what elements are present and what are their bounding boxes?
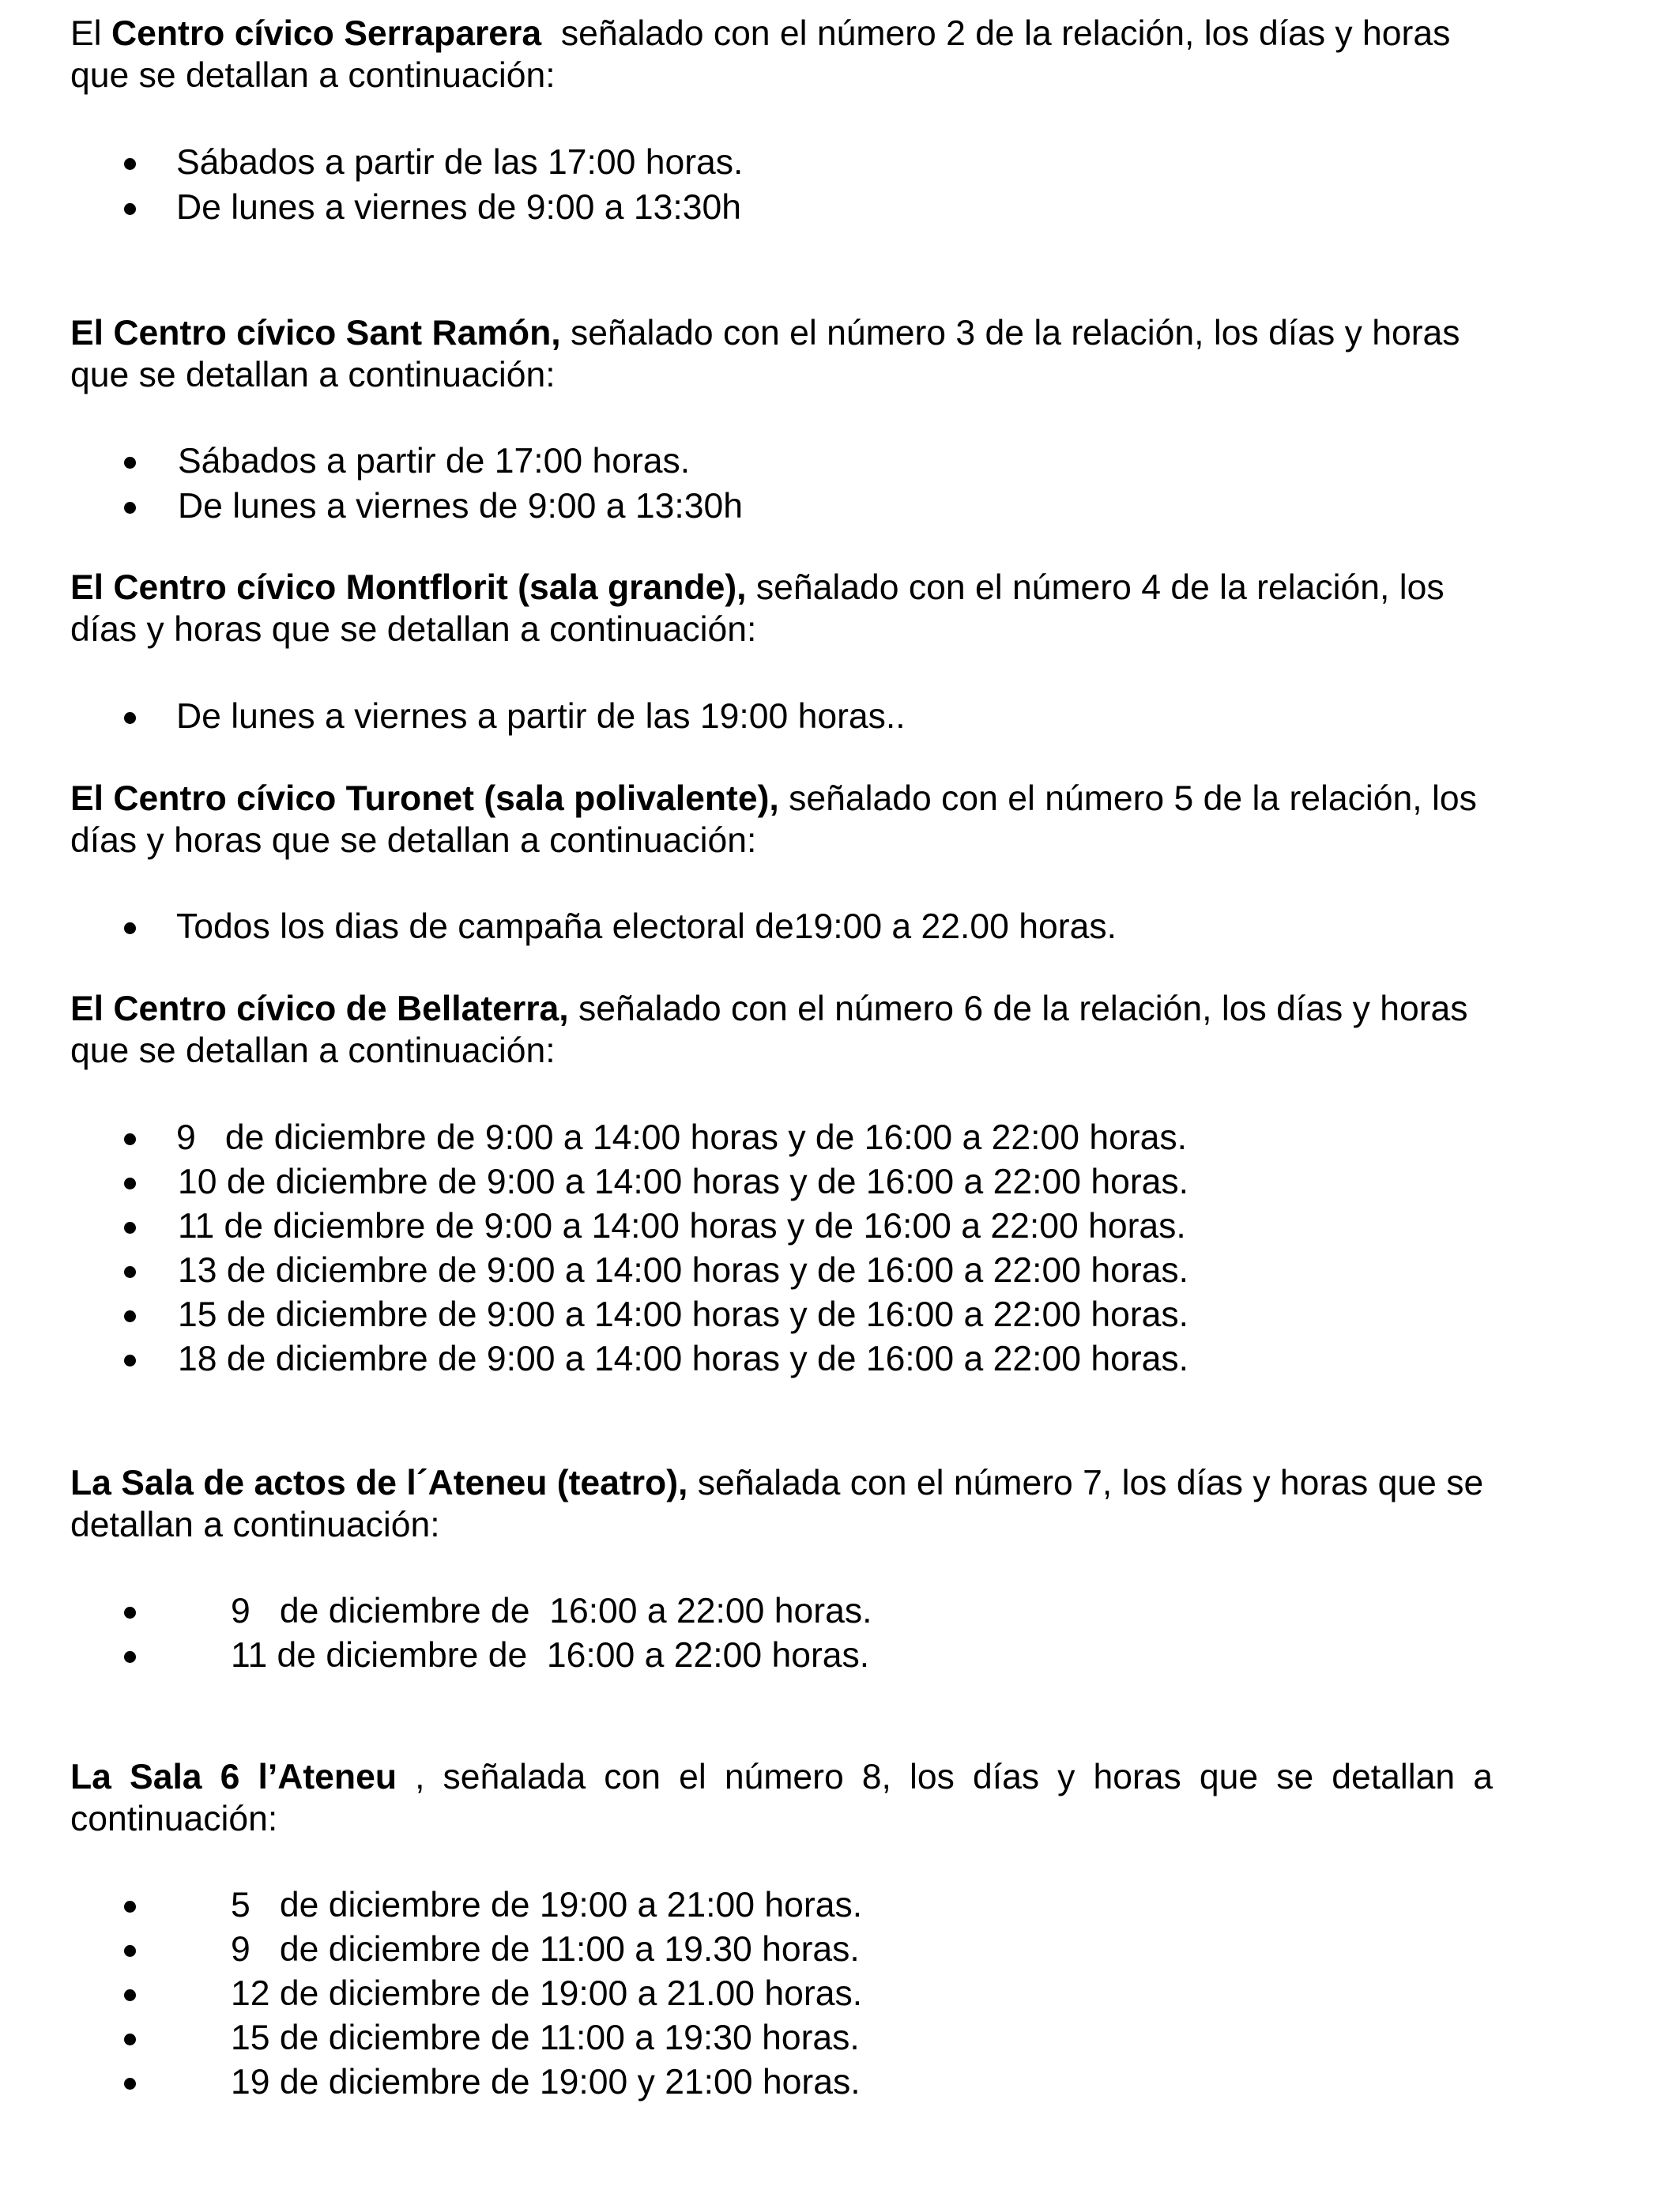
list-item — [0, 1337, 1501, 1382]
list-item-text: Todos los dias de campaña electoral de19:00 a 22.00 horas. — [176, 907, 1117, 946]
bullet-icon — [124, 502, 136, 514]
bullet-icon — [124, 1310, 136, 1322]
list-item-text: 11 de diciembre de 16:00 a 22:00 horas. — [231, 1636, 870, 1675]
section-label: La Sala de actos de l´Ateneu (teatro), — [70, 1464, 688, 1502]
bullet-icon — [124, 1133, 136, 1145]
section-text: señalado con el número 6 de la relación, los días y horas que se detallan a continuación: — [70, 990, 1468, 1070]
section-text: , señalada con el número 8, los días y horas que se detallan a continuación: — [70, 1758, 1494, 1838]
bullet-icon — [124, 1266, 136, 1278]
section-bellaterra-paragraph — [70, 988, 1493, 1072]
section-sala-actos-paragraph — [70, 1462, 1493, 1546]
list-item — [0, 1116, 1501, 1160]
bullet-icon — [124, 1901, 136, 1913]
section-turonet-paragraph — [70, 778, 1493, 861]
bullet-icon — [124, 2034, 136, 2045]
list-item-text: De lunes a viernes de 9:00 a 13:30h — [178, 487, 743, 526]
list-item — [0, 1634, 1501, 1678]
list-item — [0, 1293, 1501, 1337]
section-sala-6-paragraph — [70, 1756, 1493, 1840]
bullet-icon — [124, 158, 136, 170]
list-item — [0, 1160, 1501, 1204]
section-serraparera-paragraph — [70, 13, 1493, 96]
list-item-text: 9 de diciembre de 9:00 a 14:00 horas y de 16:00 a 22:00 horas. — [176, 1118, 1188, 1157]
section-text: señalado con el número 5 de la relación, los días y horas que se detallan a continuación: — [70, 779, 1477, 860]
list-item-text: 9 de diciembre de 16:00 a 22:00 horas. — [231, 1592, 872, 1630]
list-item — [0, 186, 1501, 230]
list-item-text: 18 de diciembre de 9:00 a 14:00 horas y de 16:00 a 22:00 horas. — [178, 1340, 1189, 1378]
bullet-icon — [124, 1989, 136, 2001]
list-item-text: 15 de diciembre de 9:00 a 14:00 horas y de 16:00 a 22:00 horas. — [178, 1295, 1189, 1334]
list-item-text: 9 de diciembre de 11:00 a 19.30 horas. — [231, 1930, 860, 1969]
list-item — [0, 1928, 1501, 1972]
list-item-text: 11 de diciembre de 9:00 a 14:00 horas y de 16:00 a 22:00 horas. — [178, 1207, 1186, 1246]
list-item — [0, 1972, 1501, 2016]
section-label: Centro cívico Serraparera — [111, 14, 542, 53]
bullet-icon — [124, 1651, 136, 1663]
list-item-text: 12 de diciembre de 19:00 a 21.00 horas. — [231, 1974, 863, 2013]
list-item-text: 19 de diciembre de 19:00 y 21:00 horas. — [231, 2063, 861, 2102]
list-item-text: 10 de diciembre de 9:00 a 14:00 horas y de 16:00 a 22:00 horas. — [178, 1163, 1189, 1201]
list-item-text: 15 de diciembre de 11:00 a 19:30 horas. — [231, 2019, 860, 2057]
list-item — [0, 2060, 1501, 2105]
section-label: El Centro cívico Turonet (sala polivalente), — [70, 779, 779, 818]
list-item — [0, 484, 1501, 529]
bullet-icon — [124, 712, 136, 724]
section-label: El Centro cívico de Bellaterra, — [70, 990, 569, 1028]
list-item — [0, 1883, 1501, 1928]
section-text: señalada con el número 7, los días y horas que se detallan a continuación: — [70, 1464, 1484, 1544]
bullet-icon — [124, 203, 136, 215]
bullet-icon — [124, 1355, 136, 1367]
section-montflorit-paragraph — [70, 567, 1493, 650]
bullet-icon — [124, 922, 136, 934]
section-text: señalado con el número 3 de la relación, los días y horas que se detallan a continuación: — [70, 314, 1460, 394]
list-item-text: De lunes a viernes a partir de las 19:00 horas.. — [176, 697, 906, 736]
list-item-text: 5 de diciembre de 19:00 a 21:00 horas. — [231, 1886, 863, 1924]
section-text: señalado con el número 2 de la relación, los días y horas que se detallan a continuación: — [70, 14, 1460, 95]
bullet-icon — [124, 457, 136, 469]
list-item — [0, 905, 1501, 949]
list-item — [0, 439, 1501, 484]
section-sant-ramon-paragraph — [70, 312, 1493, 396]
section-label: El Centro cívico Montflorit (sala grande), — [70, 568, 747, 607]
list-item-text: Sábados a partir de las 17:00 horas. — [176, 143, 744, 182]
section-label: La Sala 6 l’Ateneu — [70, 1758, 397, 1796]
list-item-text: Sábados a partir de 17:00 horas. — [178, 442, 691, 481]
list-item — [0, 1249, 1501, 1293]
bullet-icon — [124, 1178, 136, 1189]
bullet-icon — [124, 1945, 136, 1957]
list-item — [0, 1589, 1501, 1634]
list-item — [0, 1204, 1501, 1249]
bullet-icon — [124, 1607, 136, 1619]
section-label: El Centro cívico Sant Ramón, — [70, 314, 561, 352]
bullet-icon — [124, 1222, 136, 1234]
bullet-icon — [124, 2078, 136, 2090]
section-prefix: El — [70, 14, 111, 53]
list-item — [0, 695, 1501, 739]
section-text: señalado con el número 4 de la relación, los días y horas que se detallan a continuación: — [70, 568, 1445, 649]
list-item — [0, 2016, 1501, 2060]
list-item-text: De lunes a viernes de 9:00 a 13:30h — [176, 188, 741, 227]
list-item — [0, 141, 1501, 185]
list-item-text: 13 de diciembre de 9:00 a 14:00 horas y de 16:00 a 22:00 horas. — [178, 1251, 1189, 1290]
